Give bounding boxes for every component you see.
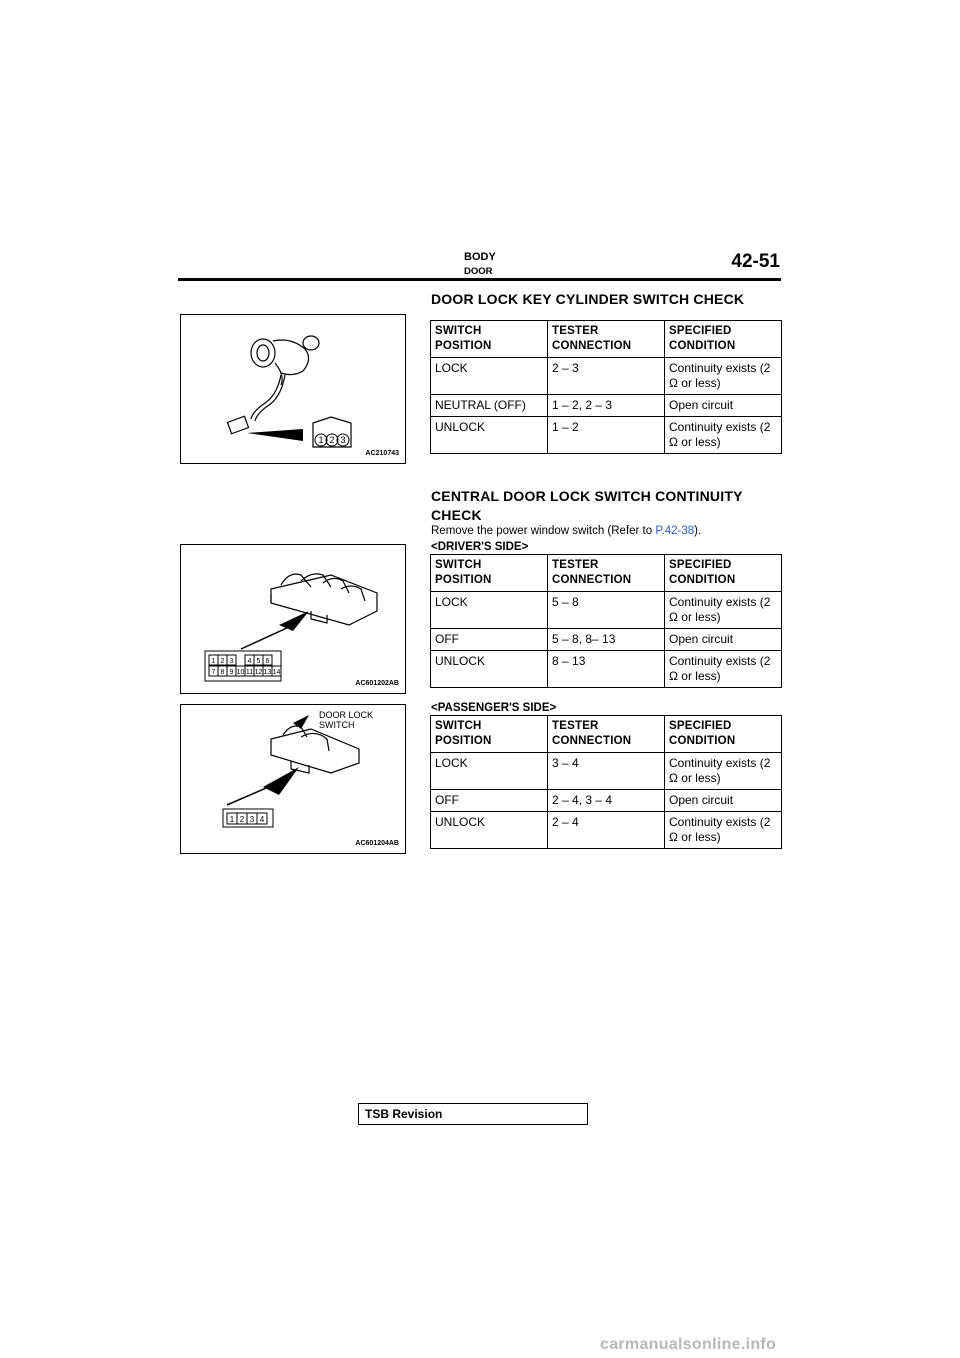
driver-side-table [430,554,782,688]
cell-connection: 3 – 4 [548,753,665,790]
cell-condition: Continuity exists (2 Ω or less) [665,753,782,790]
door-lock-switch-label: DOOR LOCK SWITCH [319,710,374,730]
figure-driver-switch [180,544,406,694]
pin-label: 13 [263,669,272,676]
table-row [431,790,782,812]
intro-prefix: Remove the power window switch (Refer to [431,525,656,537]
reference-link[interactable]: P.42-38 [655,525,695,537]
cell-condition: Open circuit [665,395,782,417]
header-tester-connection: TESTER CONNECTION [548,555,665,592]
pin-label: 2 [220,658,225,665]
pin-label: 1 [211,658,216,665]
key-cylinder-illustration [181,315,405,463]
page-number: 42-51 [731,251,780,272]
header-tester-connection: TESTER CONNECTION [548,716,665,753]
cell-position: OFF [431,629,548,651]
pin-label: 5 [256,658,261,665]
cell-position: LOCK [431,592,548,629]
figure-passenger-switch [180,704,406,854]
cell-condition: Continuity exists (2 Ω or less) [665,651,782,688]
cell-condition: Continuity exists (2 Ω or less) [665,358,782,395]
leader-arrow [279,611,309,631]
intro-suffix: ). [694,525,702,537]
cell-connection: 5 – 8 [548,592,665,629]
header-specified-condition: SPECIFIED CONDITION [665,321,782,358]
figure-caption: AC601204AB [355,840,399,847]
heading-central-lock-check: CENTRAL DOOR LOCK SWITCH CONTINUITY CHECK [431,488,743,523]
passenger-side-label: <PASSENGER'S SIDE> [431,702,557,714]
connector-pins [205,651,281,681]
table-row [431,417,782,454]
cell-condition: Open circuit [665,629,782,651]
cell-connection: 2 – 4 [548,812,665,849]
tsb-revision-label: TSB Revision [365,1107,443,1121]
section-title: BODY [464,251,496,263]
header-specified-condition: SPECIFIED CONDITION [665,555,782,592]
pin-label: 3 [249,815,255,824]
pin-label: 1 [318,435,324,445]
cell-connection: 1 – 2 [548,417,665,454]
header-switch-position: SWITCH POSITION [431,716,548,753]
cell-condition: Open circuit [665,790,782,812]
pin-label: 12 [254,669,263,676]
table-row [431,753,782,790]
pin-label: 7 [211,669,216,676]
pin-label: 3 [340,435,346,445]
cell-condition: Continuity exists (2 Ω or less) [665,417,782,454]
cell-position: LOCK [431,358,548,395]
cell-position: OFF [431,790,548,812]
pin-label: 11 [245,669,254,676]
header-switch-position: SWITCH POSITION [431,555,548,592]
watermark: carmanualsonline.info [600,1336,777,1353]
header-tester-connection: TESTER CONNECTION [548,321,665,358]
tsb-revision-box [358,1103,588,1125]
pin-label: 4 [259,815,265,824]
cell-condition: Continuity exists (2 Ω or less) [665,592,782,629]
cell-connection: 5 – 8, 8– 13 [548,629,665,651]
pin-label: 2 [239,815,245,824]
cell-position: UNLOCK [431,417,548,454]
cell-condition: Continuity exists (2 Ω or less) [665,812,782,849]
table-row [431,395,782,417]
cell-connection: 1 – 2, 2 – 3 [548,395,665,417]
pin-label: 6 [265,658,270,665]
figure-caption: AC210743 [365,450,399,457]
cell-connection: 2 – 3 [548,358,665,395]
leader-arrow [293,715,309,729]
connector-pins [315,434,349,446]
cell-connection: 8 – 13 [548,651,665,688]
cell-position: NEUTRAL (OFF) [431,395,548,417]
driver-switch-illustration [181,545,405,693]
header-rule [178,278,781,281]
table-row [431,629,782,651]
header-switch-position: SWITCH POSITION [431,321,548,358]
cell-position: UNLOCK [431,651,548,688]
passenger-side-table [430,715,782,849]
table-row [431,651,782,688]
pin-label: 8 [220,669,225,676]
heading-key-cylinder-check: DOOR LOCK KEY CYLINDER SWITCH CHECK [431,291,745,307]
figure-key-cylinder [180,314,406,464]
pin-label: 2 [329,435,335,445]
table-row [431,358,782,395]
pin-label: 10 [236,669,245,676]
key-cylinder-table [430,320,782,454]
table-row [431,812,782,849]
pin-label: 4 [247,658,252,665]
figure-caption: AC601202AB [355,680,399,687]
connector-pins [223,809,273,827]
cell-position: LOCK [431,753,548,790]
pin-label: 9 [229,669,234,676]
cell-connection: 2 – 4, 3 – 4 [548,790,665,812]
leader-arrow [263,767,299,795]
table-row [431,592,782,629]
header-specified-condition: SPECIFIED CONDITION [665,716,782,753]
subsection-title: DOOR [464,266,493,277]
pin-label: 14 [272,669,281,676]
pin-label: 1 [229,815,235,824]
leader-arrow [247,429,303,441]
intro-text [431,525,701,537]
cell-position: UNLOCK [431,812,548,849]
pin-label: 3 [229,658,234,665]
driver-side-label: <DRIVER'S SIDE> [431,541,529,553]
